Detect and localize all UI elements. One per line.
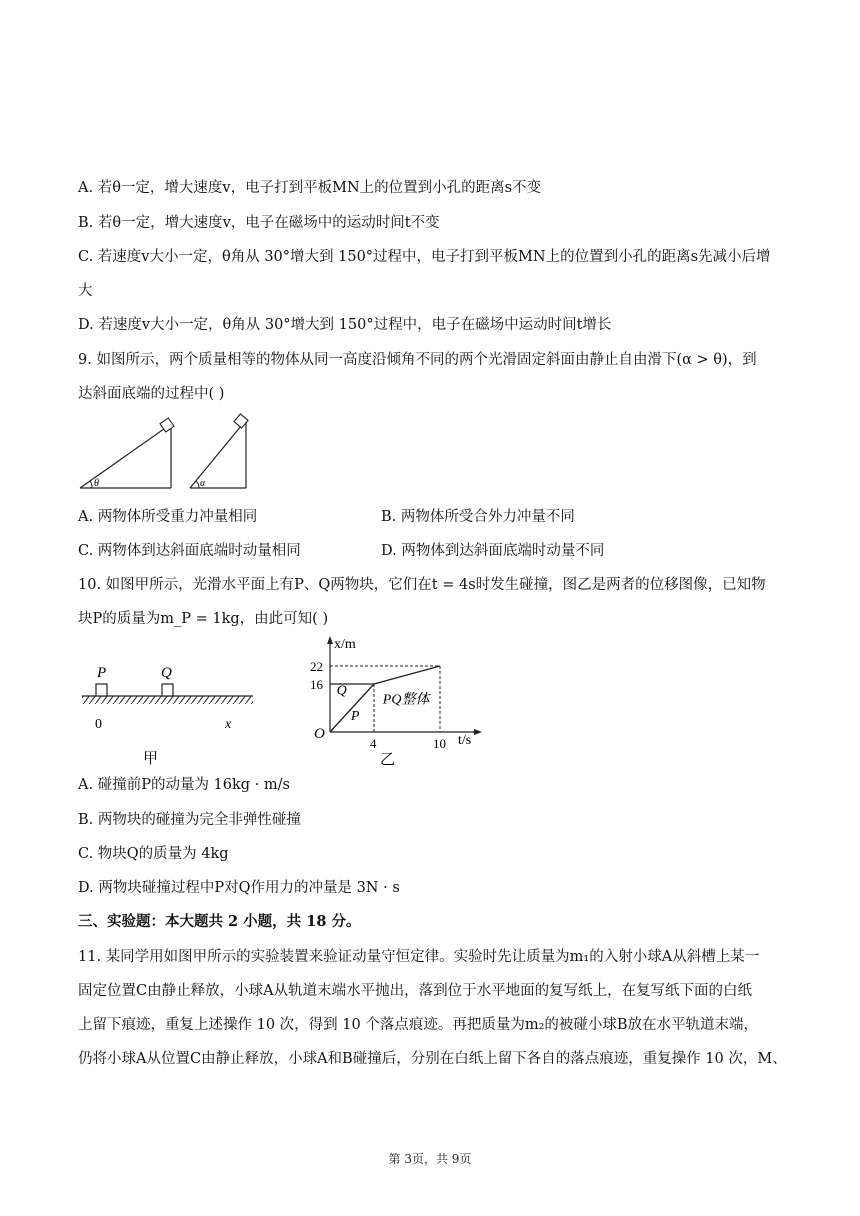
q9-stem-line1: 9. 如图所示，两个质量相等的物体从同一高度沿倾角不同的两个光滑固定斜面由静止自由滑下(α > θ)，到 (78, 352, 757, 368)
t-axis-label: t/s (458, 733, 472, 748)
block-p-label: P (97, 665, 107, 681)
q8-option-d: D. 若速度v大小一定，θ角从 30°增大到 150°过程中，电子在磁场中运动时间t增长 (78, 317, 612, 333)
series-line-3 (374, 666, 440, 684)
q10-option-b: B. 两物块的碰撞为完全非弹性碰撞 (78, 812, 301, 828)
x-axis-label: x (225, 717, 232, 732)
zero-label: 0 (95, 717, 102, 732)
block-q (162, 684, 173, 696)
q9-stem-line2: 达斜面底端的过程中( ) (78, 386, 225, 402)
q10-figure-yi-chart (300, 632, 490, 772)
q8-option-c-line2: 大 (78, 283, 93, 299)
t-tick-10: 10 (433, 736, 446, 751)
q8-option-a: A. 若θ一定，增大速度v，电子打到平板MN上的位置到小孔的距离s不变 (78, 180, 542, 196)
y-tick-16: 16 (310, 677, 323, 692)
fig-yi-caption: 乙 (380, 752, 396, 768)
angle-theta-label: θ (94, 478, 99, 489)
q8-option-c-line1: C. 若速度v大小一定，θ角从 30°增大到 150°过程中，电子打到平板MN上的位置到小孔的距离s先减小后增 (78, 249, 771, 265)
q10-option-c: C. 物块Q的质量为 4kg (78, 846, 229, 862)
y-tick-22: 22 (310, 659, 323, 674)
q11-line1: 11. 某同学用如图甲所示的实验装置来验证动量守恒定律。实验时先让质量为m₁的入射小球A从斜槽上某一 (78, 949, 760, 965)
origin-label: O (314, 726, 325, 742)
q9-incline-figure (78, 410, 258, 495)
q9-option-a: A. 两物体所受重力冲量相同 (78, 509, 258, 525)
x-axis-arrow (474, 729, 482, 735)
q10-option-d: D. 两物块碰撞过程中P对Q作用力的冲量是 3N · s (78, 880, 400, 896)
q9-option-d: D. 两物体到达斜面底端时动量不同 (381, 543, 605, 559)
series-label-pq: PQ整体 (382, 692, 430, 708)
block-q-label: Q (161, 665, 172, 681)
q10-figure-jia (78, 655, 263, 770)
t-tick-4: 4 (370, 736, 377, 751)
page-footer: 第 3页，共 9页 (388, 1152, 472, 1166)
angle-alpha-label: α (200, 478, 206, 489)
q8-option-b: B. 若θ一定，增大速度v，电子在磁场中的运动时间t不变 (78, 215, 440, 231)
q9-option-b: B. 两物体所受合外力冲量不同 (381, 509, 575, 525)
q10-option-a: A. 碰撞前P的动量为 16kg · m/s (78, 777, 290, 793)
q11-line4: 仍将小球A从位置C由静止释放，小球A和B碰撞后，分别在白纸上留下各自的落点痕迹，重复操作 10 次，M、 (78, 1051, 787, 1067)
q11-line3: 上留下痕迹，重复上述操作 10 次，得到 10 个落点痕迹。再把质量为m₂的被碰小球B放在水平轨道末端， (78, 1017, 759, 1033)
fig-jia-caption: 甲 (143, 751, 159, 767)
q11-line2: 固定位置C由静止释放，小球A从轨道末端水平抛出，落到位于水平地面的复写纸上，在复写纸下面的白纸 (78, 983, 753, 999)
series-label-q: Q (336, 683, 347, 699)
y-axis-label: x/m (334, 637, 356, 652)
q10-stem-line2: 块P的质量为m_P = 1kg，由此可知( ) (78, 611, 329, 627)
y-axis-arrow (327, 636, 333, 644)
q10-stem-line1: 10. 如图甲所示，光滑水平面上有P、Q两物块，它们在t = 4s时发生碰撞，图乙是两者的位移图像，已知物 (78, 577, 766, 593)
section3-title: 三、实验题：本大题共 2 小题，共 18 分。 (78, 913, 361, 930)
series-label-p: P (350, 709, 360, 724)
q9-option-c: C. 两物体到达斜面底端时动量相同 (78, 543, 301, 559)
block-p (96, 684, 107, 696)
